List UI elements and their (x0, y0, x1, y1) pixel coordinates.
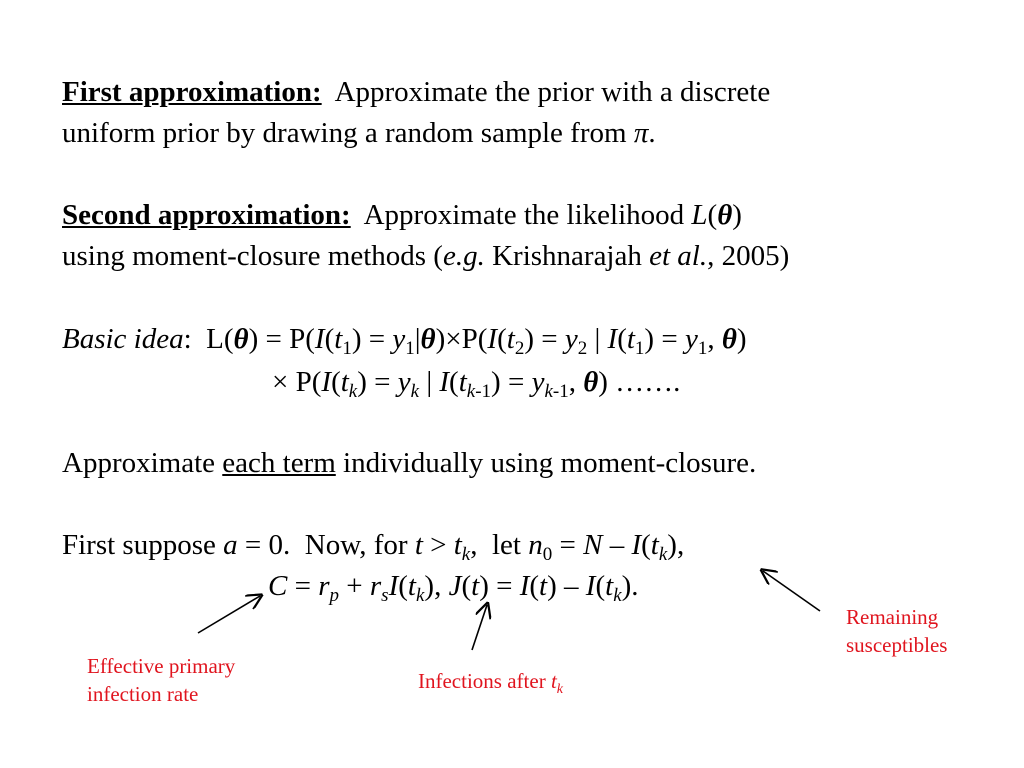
first-approx-period: . (648, 117, 656, 149)
first-approx-text1: Approximate the prior with a discrete (334, 76, 771, 108)
paren-open: ( (707, 199, 718, 231)
annotation-infections-after (418, 667, 563, 704)
effective-line2: infection rate (87, 682, 199, 706)
infections-k: k (556, 682, 563, 697)
remaining-line2: susceptibles (846, 633, 948, 657)
approx-prefix: Approximate (62, 447, 216, 479)
first-approx-heading: First approximation: (62, 76, 322, 108)
basic-idea-eq2: × $P(I(t_k) = y_k$ | $I(t_{k-1}) = y_{k-1}$, θ) ……. (272, 366, 681, 402)
annotation-effective-primary (87, 652, 235, 708)
effective-line1: Effective primary (87, 654, 236, 678)
paren-close: ) (732, 199, 742, 231)
each-term-underlined: each term (222, 447, 336, 479)
second-approx-text2b: Krishnarajah (484, 240, 650, 272)
second-approx-text2c: , 2005) (707, 240, 790, 272)
basic-idea-eq1: $L(\theta) = P(I(t_1) = y_1|\theta)\times P(I(t_2) = y_2$ | $I(t_1) = y_1$, θ) (206, 323, 747, 359)
eg-text: e.g. (442, 240, 485, 272)
likelihood-L: L (691, 199, 708, 231)
suppose-eq1: First suppose a = 0. Now, for $t > t_k$, let $n_0 = N - I(t_k)$, (62, 529, 685, 565)
theta-symbol: θ (717, 199, 733, 231)
infections-prefix: Infections after (418, 669, 546, 693)
infections-t: t (550, 669, 557, 693)
basic-idea-colon: : (183, 323, 192, 355)
annotation-remaining-susceptibles (846, 603, 947, 659)
suppose-eq2: $C = r_p + r_sI(t_k)$, $J(t) = I(t) - I(t_k)$. (268, 570, 639, 606)
arrow-infections (472, 605, 487, 650)
remaining-line1: Remaining (846, 605, 939, 629)
pi-symbol: π (633, 117, 649, 149)
arrow-effective (198, 596, 260, 633)
second-approx-text1: Approximate the likelihood (363, 199, 685, 231)
etal-text: et al. (649, 240, 708, 272)
second-approx-text2a: using moment-closure methods ( (62, 240, 443, 272)
first-approx-text2: uniform prior by drawing a random sample from (62, 117, 627, 149)
arrow-remaining (763, 571, 820, 611)
basic-idea-label: Basic idea (62, 323, 184, 355)
approx-suffix: individually using moment-closure. (343, 447, 757, 479)
second-approx-heading: Second approximation: (62, 199, 351, 231)
